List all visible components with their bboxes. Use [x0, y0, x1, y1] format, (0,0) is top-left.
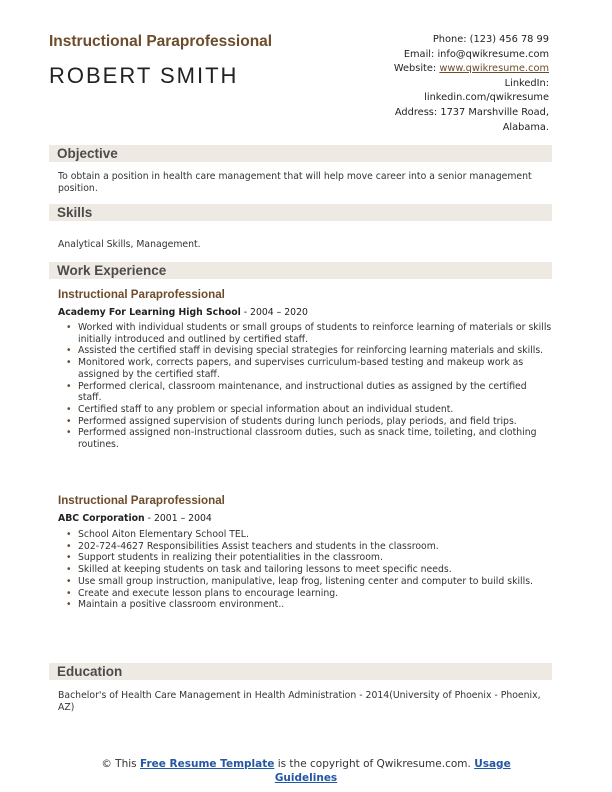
footer — [0, 757, 612, 785]
contact-linkedin-label — [319, 77, 549, 92]
person-name: ROBERT SMITH — [49, 63, 239, 88]
bullet-icon: • — [66, 322, 72, 333]
list-item: • Monitored work, corrects papers, and supervises curriculum-based testing and makeup work as assigned by the certified staff. — [66, 357, 524, 380]
bullet-icon: • — [66, 415, 72, 427]
education-text: Bachelor's of Health Care Management in Health Administration - 2014(University of Phoenix - Phoenix, AZ) — [58, 690, 541, 713]
bullet-icon: • — [66, 427, 72, 439]
objective-section-header — [49, 145, 552, 162]
contact-email — [319, 48, 549, 63]
skills-text: Analytical Skills, Management. — [58, 239, 201, 250]
contact-address — [319, 106, 549, 121]
list-item: • Skilled at keeping students on task and tailoring lessons to meet specific needs. — [66, 564, 452, 576]
job-bullet-list — [64, 529, 552, 611]
list-item: • Performed clerical, classroom maintenance, and instructional duties as assigned by the certified staff. — [66, 380, 527, 404]
bullet-icon: • — [66, 587, 72, 599]
footer-middle: is the copyright of Qwikresume.com. — [274, 758, 475, 770]
job-title: Instructional Paraprofessional — [58, 288, 225, 301]
job-company-line — [58, 307, 308, 318]
education-heading: Education — [57, 664, 123, 679]
list-item: • School Aiton Elementary School TEL. — [66, 529, 249, 540]
address-line-2: Alabama. — [502, 121, 549, 133]
linkedin-value: linkedin.com/qwikresume — [424, 92, 549, 104]
bullet-icon: • — [66, 575, 72, 587]
bullet-icon: • — [66, 564, 72, 576]
job-company-line — [58, 513, 212, 524]
list-item: • Maintain a positive classroom environment.. — [66, 599, 285, 611]
contact-linkedin — [319, 91, 549, 106]
list-item: • Create and execute lesson plans to encourage learning. — [66, 587, 339, 599]
footer-prefix: © This — [101, 758, 140, 770]
education-section-header — [49, 663, 552, 680]
job-dates: - 2004 – 2020 — [240, 307, 308, 318]
header-job-title: Instructional Paraprofessional — [49, 33, 273, 50]
website-link[interactable]: www.qwikresume.com — [439, 63, 549, 75]
job-title: Instructional Paraprofessional — [58, 494, 225, 507]
bullet-icon: • — [66, 529, 72, 540]
free-resume-template-link[interactable]: Free Resume Template — [139, 758, 275, 770]
objective-text: To obtain a position in health care management that will help move career into a senior management position. — [58, 171, 532, 194]
list-item: • Worked with individual students or small groups of students to reinforce learning of materials or skills initially introduced and outlined by certified staff. — [66, 322, 552, 345]
job-bullet-list — [64, 322, 552, 451]
list-item: • 202-724-4627 Responsibilities Assist teachers and students in the classroom. — [66, 540, 439, 552]
bullet-icon: • — [66, 380, 72, 392]
email-value: info@qwikresume.com — [437, 48, 549, 60]
objective-heading: Objective — [57, 146, 118, 161]
contact-block — [319, 33, 549, 135]
contact-phone — [319, 33, 549, 48]
bullet-icon: • — [66, 345, 72, 357]
bullet-icon: • — [66, 357, 72, 369]
website-label: Website: — [393, 63, 437, 75]
contact-address-line-2 — [319, 121, 549, 136]
list-item: • Support students in realizing their potentialities in the classroom. — [66, 552, 383, 564]
usage-guidelines-link-part-2[interactable]: Guidelines — [274, 772, 338, 784]
job-company: Academy For Learning High School — [58, 307, 241, 318]
bullet-icon: • — [66, 540, 72, 552]
list-item: • Performed assigned non-instructional classroom duties, such as snack time, toileting, and clothing routines. — [66, 427, 537, 451]
bullet-icon: • — [66, 599, 72, 611]
address-line-1: 1737 Marshville Road, — [440, 106, 549, 118]
list-item: • Performed assigned supervision of students during lunch periods, play periods, and field trips. — [66, 415, 517, 427]
phone-value: (123) 456 78 99 — [469, 34, 549, 45]
list-item: • Certified staff to any problem or special information about an individual student. — [66, 403, 454, 415]
skills-section-header — [49, 204, 552, 221]
list-item: • Use small group instruction, manipulative, leap frog, listening center and computer to build skills. — [66, 575, 533, 587]
address-label: Address: — [394, 106, 438, 118]
work-experience-section-header — [49, 262, 552, 279]
list-item: • Assisted the certified staff in devising special strategies for reinforcing learning materials and skills. — [66, 345, 544, 357]
phone-label: Phone: — [432, 34, 467, 45]
job-company: ABC Corporation — [58, 513, 145, 524]
work-experience-heading: Work Experience — [57, 263, 167, 278]
bullet-icon: • — [66, 403, 72, 415]
linkedin-label: LinkedIn: — [504, 77, 549, 89]
bullet-icon: • — [66, 552, 72, 564]
contact-website — [319, 62, 549, 77]
email-label: Email: — [403, 48, 435, 60]
skills-heading: Skills — [57, 205, 93, 220]
usage-guidelines-link-part-1[interactable]: Usage — [474, 758, 511, 770]
job-dates: - 2001 – 2004 — [144, 513, 212, 524]
